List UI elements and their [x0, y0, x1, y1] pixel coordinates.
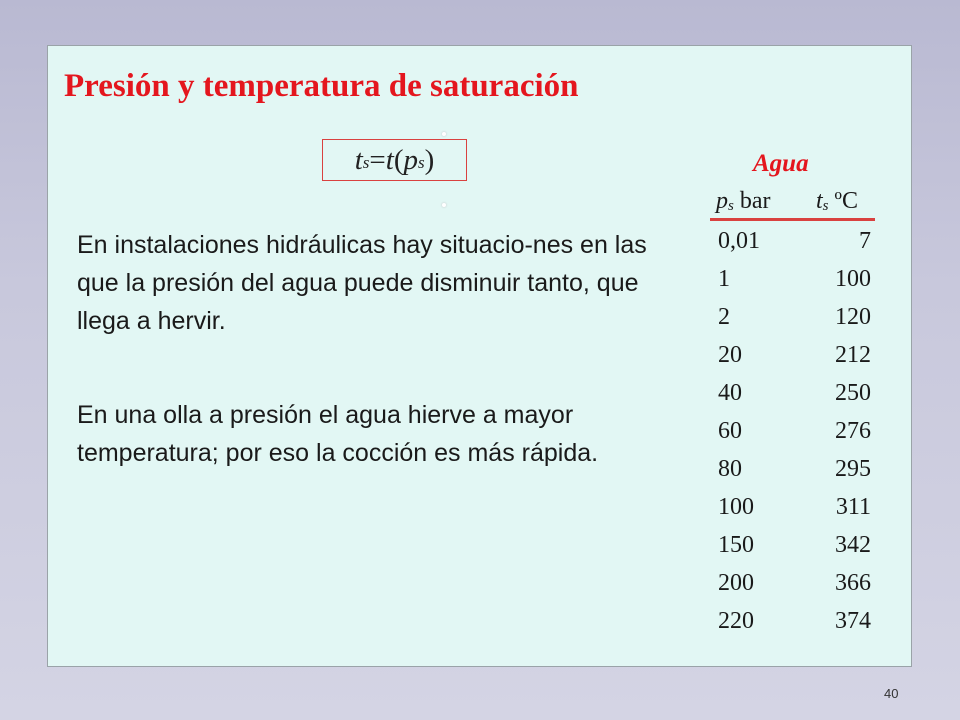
pressure-cell: 60 — [718, 418, 742, 444]
formula-lhs: t — [354, 143, 363, 176]
table-row — [718, 340, 888, 378]
temperature-cell: 212 — [835, 342, 871, 368]
table-row — [718, 454, 888, 492]
temperature-column-header — [816, 188, 858, 215]
table-header — [716, 188, 881, 218]
temperature-cell: 311 — [835, 494, 871, 520]
temperature-cell: 250 — [835, 380, 871, 406]
table-row — [718, 492, 888, 530]
temperature-subscript: s — [822, 198, 829, 214]
table-row — [718, 530, 888, 568]
pressure-cell: 2 — [718, 304, 730, 330]
table-row — [718, 606, 888, 644]
formula-arg-sub: s — [417, 153, 425, 172]
slide-panel — [47, 45, 912, 667]
temperature-cell: 100 — [835, 266, 871, 292]
temperature-cell: 366 — [835, 570, 871, 596]
table-row — [718, 416, 888, 454]
page-number: 40 — [884, 686, 899, 701]
formula-open-paren: ( — [393, 143, 404, 176]
pressure-subscript: s — [728, 198, 734, 214]
table-row — [718, 302, 888, 340]
saturation-table-body — [718, 226, 888, 644]
table-row — [718, 568, 888, 606]
formula-close-paren: ) — [424, 143, 435, 176]
slide-title: Presión y temperatura de saturación — [64, 68, 579, 104]
pressure-cell: 1 — [718, 266, 730, 292]
temperature-cell: 295 — [835, 456, 871, 482]
pressure-symbol: p — [716, 188, 728, 214]
temperature-cell: 374 — [835, 608, 871, 634]
pressure-column-header — [716, 188, 771, 215]
paragraph-pressure-cooker: En una olla a presión el agua hierve a mayor temperatura; por eso la cocción es más rápida. — [77, 401, 599, 467]
table-row — [718, 378, 888, 416]
pressure-cell: 20 — [718, 342, 742, 368]
table-row — [718, 226, 888, 264]
pressure-cell: 150 — [718, 532, 754, 558]
pressure-cell: 200 — [718, 570, 754, 596]
pressure-cell: 100 — [718, 494, 754, 520]
formula-arg: p — [403, 143, 418, 176]
formula-equals: = — [369, 143, 386, 176]
temperature-unit: ºC — [828, 188, 858, 214]
paragraph-hydraulic: En instalaciones hidráulicas hay situacio-nes en las que la presión del agua puede disminuir tanto, que llega a hervir. — [77, 231, 647, 335]
pressure-cell: 40 — [718, 380, 742, 406]
temperature-cell: 276 — [835, 418, 871, 444]
formula-func: t — [385, 143, 394, 176]
table-label: Agua — [753, 150, 809, 177]
table-row — [718, 264, 888, 302]
table-header-underline — [710, 218, 875, 221]
temperature-cell: 120 — [835, 304, 871, 330]
decorative-dot — [442, 203, 446, 207]
pressure-cell: 0,01 — [718, 228, 760, 254]
formula-lhs-sub: s — [362, 153, 370, 172]
temperature-symbol: t — [816, 188, 823, 214]
temperature-cell: 7 — [859, 228, 871, 254]
pressure-unit: bar — [733, 188, 771, 214]
pressure-cell: 220 — [718, 608, 754, 634]
saturation-formula — [322, 139, 467, 181]
temperature-cell: 342 — [835, 532, 871, 558]
pressure-cell: 80 — [718, 456, 742, 482]
decorative-dot — [442, 132, 446, 136]
